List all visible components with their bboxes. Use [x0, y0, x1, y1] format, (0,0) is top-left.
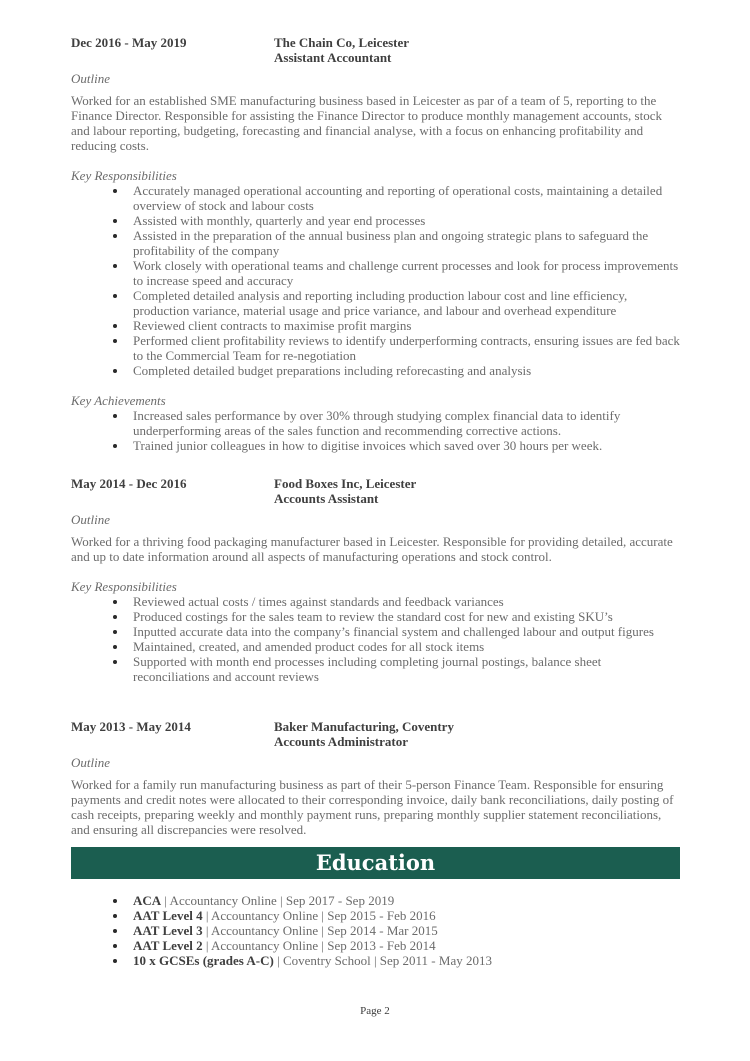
achievements-label: Key Achievements: [71, 393, 166, 408]
job-header: [71, 476, 680, 506]
list-item: Reviewed client contracts to maximise profit margins: [133, 318, 680, 333]
achievements-list: [71, 408, 680, 453]
job-company-block: [274, 35, 680, 65]
outline-label: Outline: [71, 71, 110, 86]
qualification: AAT Level 4: [133, 908, 203, 923]
list-item: Work closely with operational teams and challenge current processes and look for process improvements to increase speed and accuracy: [133, 258, 679, 288]
list-item: Completed detailed budget preparations including reforecasting and analysis: [133, 363, 680, 378]
list-item: [133, 893, 680, 908]
list-item: Completed detailed analysis and reporting including production labour cost and line efficiency, production variance, material usage and price variance, and labour and overhead expenditure: [133, 288, 680, 318]
job-dates: May 2013 - May 2014: [71, 719, 191, 734]
job-outline: Worked for an established SME manufacturing business based in Leicester as par of a team of 5, reporting to the Finance Director. Responsible for assisting the Finance Director to produce monthly management accounts, stock and labour reporting, budgeting, forecasting and financial analyse, with a focus on enhancing profitability and reducing costs.: [71, 93, 662, 153]
list-item: Produced costings for the sales team to review the standard cost for new and existing SKU’s: [133, 609, 680, 624]
job-company-block: [274, 719, 680, 749]
list-item: Maintained, created, and amended product codes for all stock items: [133, 639, 680, 654]
job-outline: Worked for a family run manufacturing business as part of their 5-person Finance Team. Responsible for ensuring payments and credit notes were allocated to their corresponding invoice, daily bank reconciliations, daily posting of cash receipts, preparing weekly and monthly payment runs, preparing monthly supplier statement reconciliations, and ensuring all discrepancies were resolved.: [71, 777, 674, 837]
job-entry: [71, 719, 680, 837]
qualification-details: | Accountancy Online | Sep 2013 - Feb 2014: [202, 938, 436, 953]
job-company-block: [274, 476, 680, 506]
qualification: ACA: [133, 893, 162, 908]
responsibilities-list: [71, 183, 680, 378]
outline-label: Outline: [71, 755, 110, 770]
list-item: Performed client profitability reviews to identify underperforming contracts, ensuring issues are fed back to the Commercial Team for re-negotiation: [133, 333, 680, 363]
list-item: Inputted accurate data into the company’s financial system and challenged labour and output figures: [133, 624, 680, 639]
responsibilities-list: [71, 594, 680, 684]
list-item: [133, 923, 680, 938]
job-header: [71, 719, 680, 749]
job-company: Baker Manufacturing, Coventry: [274, 719, 454, 734]
job-entry: [71, 476, 680, 684]
list-item: [133, 908, 680, 923]
job-entry: [71, 35, 680, 453]
responsibilities-label: Key Responsibilities: [71, 168, 177, 183]
qualification: 10 x GCSEs (grades A-C): [133, 953, 274, 968]
education-list: [71, 893, 680, 968]
job-title: Accounts Administrator: [274, 734, 408, 749]
job-title: Accounts Assistant: [274, 491, 379, 506]
list-item: [133, 953, 680, 968]
job-title: Assistant Accountant: [274, 50, 392, 65]
list-item: Accurately managed operational accounting and reporting of operational costs, maintaining a detailed overview of stock and labour costs: [133, 183, 680, 213]
outline-label: Outline: [71, 512, 110, 527]
qualification-details: | Accountancy Online | Sep 2017 - Sep 2019: [161, 893, 395, 908]
list-item: Assisted with monthly, quarterly and year end processes: [133, 213, 680, 228]
list-item: [133, 938, 680, 953]
qualification-details: | Accountancy Online | Sep 2015 - Feb 2016: [202, 908, 436, 923]
qualification: AAT Level 3: [133, 923, 203, 938]
qualification: AAT Level 2: [133, 938, 203, 953]
responsibilities-label: Key Responsibilities: [71, 579, 177, 594]
list-item: Reviewed actual costs / times against standards and feedback variances: [133, 594, 680, 609]
job-company: The Chain Co, Leicester: [274, 35, 410, 50]
qualification-details: | Coventry School | Sep 2011 - May 2013: [273, 953, 492, 968]
list-item: Assisted in the preparation of the annual business plan and ongoing strategic plans to safeguard the profitability of the company: [133, 228, 680, 258]
job-company: Food Boxes Inc, Leicester: [274, 476, 417, 491]
education-heading: Education: [71, 847, 680, 879]
job-dates: May 2014 - Dec 2016: [71, 476, 187, 491]
list-item: Trained junior colleagues in how to digitise invoices which saved over 30 hours per week.: [133, 438, 680, 453]
list-item: Increased sales performance by over 30% through studying complex financial data to identify underperforming areas of the sales function and recommending corrective actions.: [133, 408, 680, 438]
qualification-details: | Accountancy Online | Sep 2014 - Mar 2015: [202, 923, 438, 938]
job-outline: Worked for a thriving food packaging manufacturer based in Leicester. Responsible for providing detailed, accurate and up to date information around all aspects of manufacturing operations and stock control.: [71, 534, 673, 564]
page-number: Page 2: [360, 1005, 390, 1017]
job-dates: Dec 2016 - May 2019: [71, 35, 187, 50]
list-item: Supported with month end processes including completing journal postings, balance sheet reconciliations and account reviews: [133, 654, 680, 684]
job-header: [71, 35, 680, 65]
